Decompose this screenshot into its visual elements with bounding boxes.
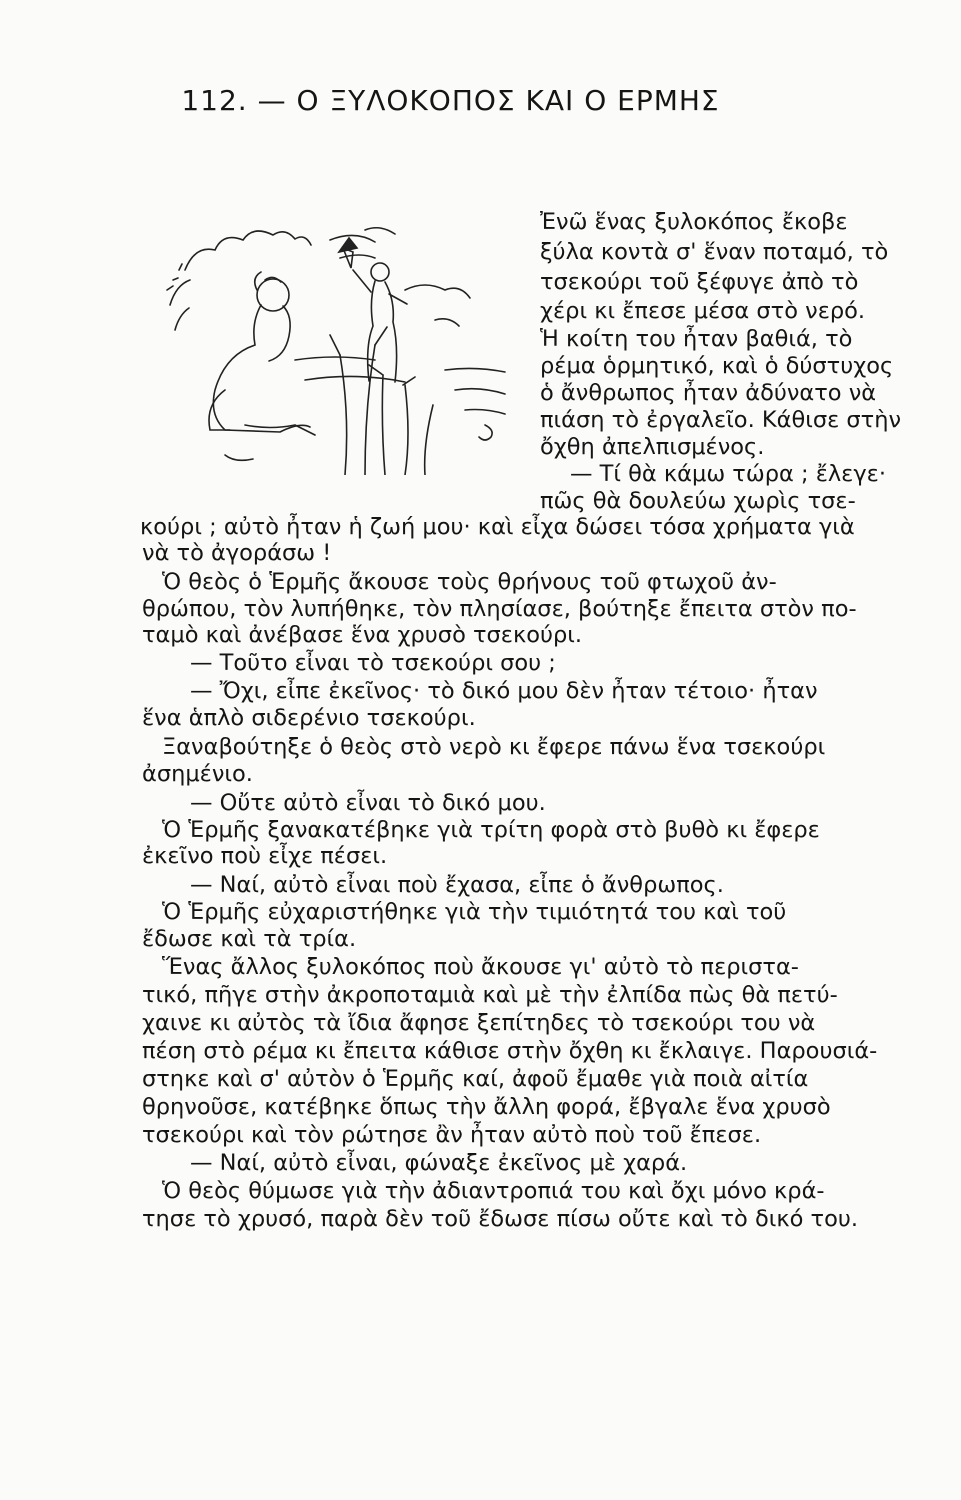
text-line: τσεκούρι τοῦ ξέφυγε ἀπὸ τὸ [540, 269, 859, 295]
text-line: στηκε καὶ σ' αὐτὸν ὁ Ἑρμῆς καί, ἀφοῦ ἔμαθε γιὰ ποιὰ αἰτία [142, 1066, 809, 1092]
text-line: θρηνοῦσε, κατέβηκε ὅπως τὴν ἄλλη φορά, ἔβγαλε ἕνα χρυσὸ [142, 1094, 831, 1120]
text-line: νὰ τὸ ἀγοράσω ! [142, 540, 332, 566]
text-line: — Ὄχι, εἶπε ἐκεῖνος· τὸ δικό μου δὲν ἦταν τέτοιο· ἦταν [190, 678, 818, 704]
woodcutter-illustration [165, 210, 520, 475]
text-line: ἀσημένιο. [142, 761, 253, 787]
text-line: κούρι ; αὐτὸ ἦταν ἡ ζωή μου· καὶ εἶχα δώσει τόσα χρήματα γιὰ [140, 514, 855, 540]
text-line: χέρι κι ἔπεσε μέσα στὸ νερό. [540, 298, 866, 324]
page-title: 112. — Ο ΞΥΛΟΚΟΠΟΣ ΚΑΙ Ο ΕΡΜΗΣ [181, 84, 720, 117]
text-line: τσεκούρι καὶ τὸν ρώτησε ἂν ἦταν αὐτὸ ποὺ τοῦ ἔπεσε. [142, 1122, 762, 1148]
text-line: πιάση τὸ ἐργαλεῖο. Κάθισε στὴν [540, 407, 902, 433]
text-line: τικό, πῆγε στὴν ἀκροποταμιὰ καὶ μὲ τὴν ἐλπίδα πὼς θὰ πετύ- [142, 982, 838, 1008]
text-line: ἔδωσε καὶ τὰ τρία. [142, 926, 357, 952]
text-line: θρώπου, τὸν λυπήθηκε, τὸν πλησίασε, βούτηξε ἔπειτα στὸν πο- [142, 596, 857, 622]
text-line: ρέμα ὁρμητικό, καὶ ὁ δύστυχος [540, 353, 894, 379]
text-line: ὄχθη ἀπελπισμένος. [540, 434, 765, 460]
text-line: Ξαναβούτηξε ὁ θεὸς στὸ νερὸ κι ἔφερε πάνω ἕνα τσεκούρι [162, 734, 826, 760]
text-line: Ἐνῶ ἕνας ξυλοκόπος ἔκοβε [540, 209, 848, 235]
text-line: πῶς θὰ δουλεύω χωρὶς τσε- [540, 488, 856, 514]
text-line: Ὁ θεὸς θύμωσε γιὰ τὴν ἀδιαντροπιά του καὶ ὄχι μόνο κρά- [162, 1178, 825, 1204]
text-line: — Τοῦτο εἶναι τὸ τσεκούρι σου ; [190, 650, 556, 676]
text-line: ἐκεῖνο ποὺ εἶχε πέσει. [142, 843, 388, 869]
text-line: Ἡ κοίτη του ἦταν βαθιά, τὸ [540, 326, 853, 352]
text-line: Ὁ θεὸς ὁ Ἑρμῆς ἄκουσε τοὺς θρήνους τοῦ φτωχοῦ ἀν- [162, 569, 777, 595]
text-line: — Οὔτε αὐτὸ εἶναι τὸ δικό μου. [190, 790, 546, 816]
text-line: — Ναί, αὐτὸ εἶναι, φώναξε ἐκεῖνος μὲ χαρά. [190, 1150, 688, 1176]
text-line: Ἕνας ἄλλος ξυλοκόπος ποὺ ἄκουσε γι' αὐτὸ τὸ περιστα- [162, 954, 799, 980]
text-line: Ὁ Ἑρμῆς ξανακατέβηκε γιὰ τρίτη φορὰ στὸ βυθὸ κι ἔφερε [162, 817, 820, 843]
text-line: τησε τὸ χρυσό, παρὰ δὲν τοῦ ἔδωσε πίσω οὔτε καὶ τὸ δικό του. [142, 1206, 859, 1232]
text-line: ὁ ἄνθρωπος ἦταν ἀδύνατο νὰ [540, 380, 877, 406]
text-line: ἕνα ἁπλὸ σιδερένιο τσεκούρι. [142, 705, 476, 731]
text-line: — Τί θὰ κάμω τώρα ; ἔλεγε· [570, 461, 886, 487]
text-line: ταμὸ καὶ ἀνέβασε ἕνα χρυσὸ τσεκούρι. [142, 622, 583, 648]
text-line: — Ναί, αὐτὸ εἶναι ποὺ ἔχασα, εἶπε ὁ ἄνθρωπος. [190, 872, 724, 898]
text-line: Ὁ Ἑρμῆς εὐχαριστήθηκε γιὰ τὴν τιμιότητά του καὶ τοῦ [162, 899, 787, 925]
text-line: πέση στὸ ρέμα κι ἔπειτα κάθισε στὴν ὄχθη κι ἔκλαιγε. Παρουσιά- [142, 1038, 878, 1064]
text-line: χαινε κι αὐτὸς τὰ ἴδια ἄφησε ξεπίτηδες τὸ τσεκούρι του νὰ [142, 1010, 816, 1036]
text-line: ξύλα κοντὰ σ' ἕναν ποταμό, τὸ [540, 239, 889, 265]
